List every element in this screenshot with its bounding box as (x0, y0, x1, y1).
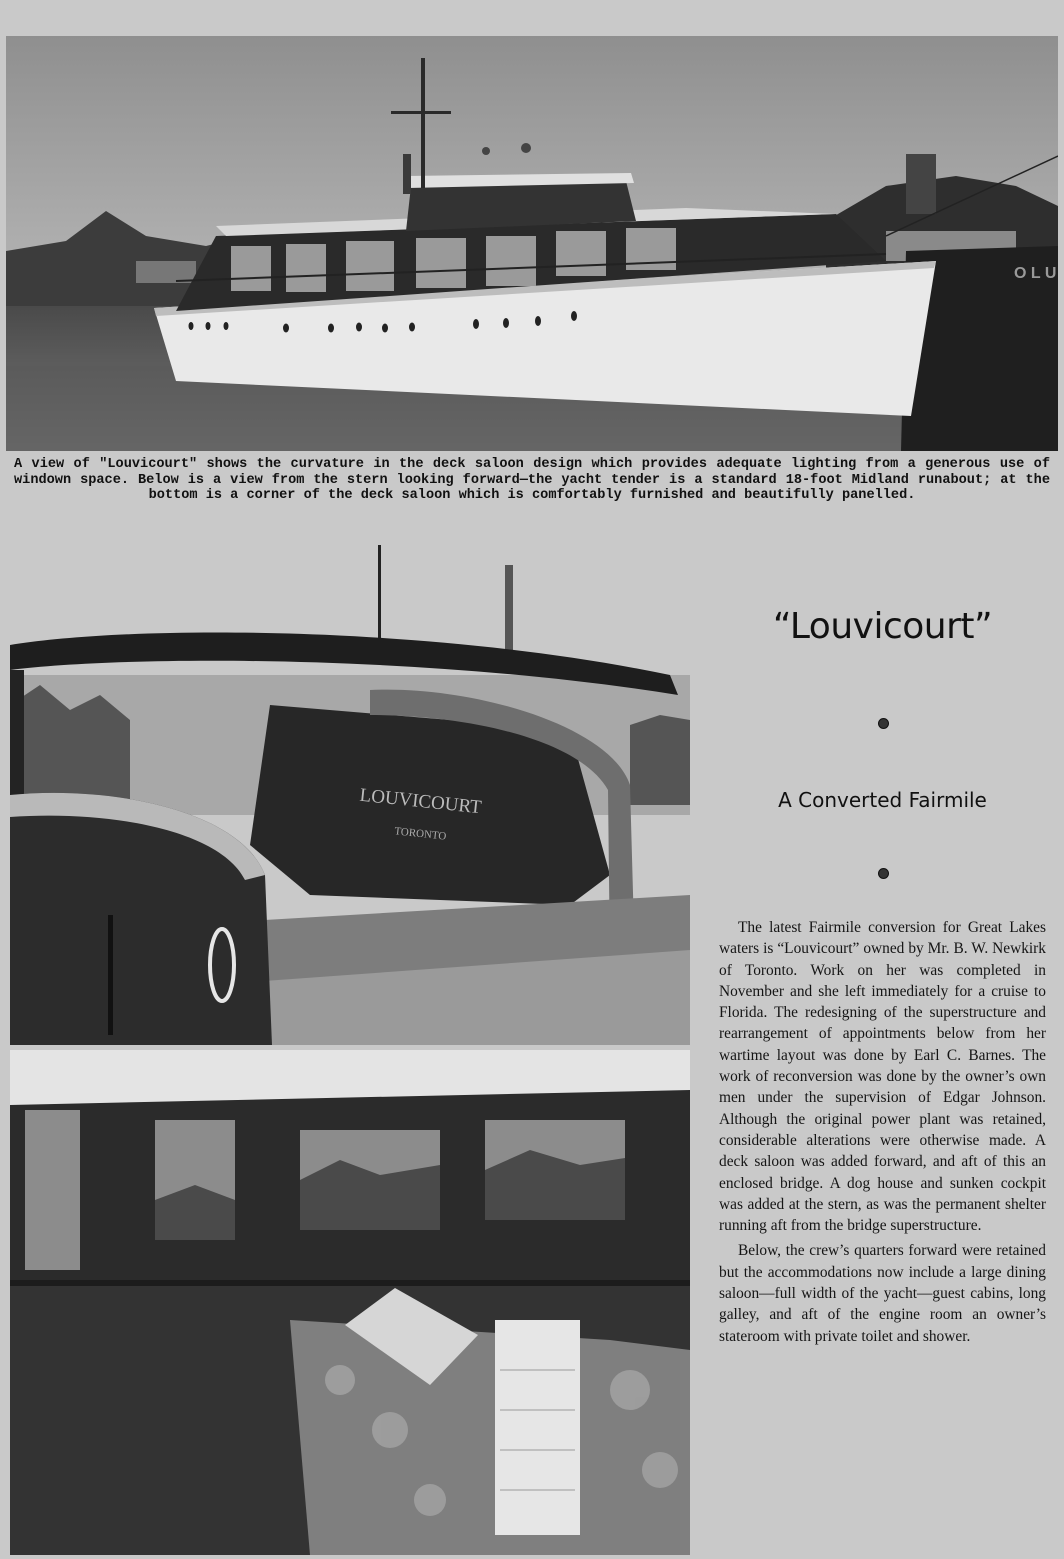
bullet-divider (878, 718, 889, 729)
article-paragraph: Below, the crew’s quarters forward were retained but the accommodations now include a large dining saloon—full width of the yacht—guest cabins, long galley, and aft of the engine room an owner’s stateroom with private toilet and shower. (719, 1242, 1046, 1345)
article-paragraph: The latest Fairmile conversion for Great Lakes waters is “Louvicourt” owned by Mr. B. W. Newkirk of Toronto. Work on her was completed in November and she left immediately for a cruise to Florida. The redesigning of the superstructure and rearrangement of appointments below from her wartime layout was done by Earl C. Barnes. The work of reconversion was done by the owner’s own men under the supervision of Edgar Johnson. Although the original power plant was retained, considerable alterations were otherwise made. A deck saloon was added forward, and aft of this an enclosed bridge. A dog house and sunken cockpit was added at the stern, as was the permanent shelter running aft from the bridge superstructure. (719, 919, 1046, 1235)
stern-view-photo (10, 545, 690, 1045)
photo-caption: A view of "Louvicourt" shows the curvature in the deck saloon design which provides adequate lighting from a generous use of windown space. Below is a view from the stern looking forward—the yacht tender is a standard 18-foot Midland runabout; at the bottom is a corner of the deck saloon which is comfortably furnished and beautifully panelled. (14, 457, 1050, 503)
article-subtitle: A Converted Fairmile (778, 788, 987, 812)
article-title: “Louvicourt” (772, 606, 993, 647)
bow-lettering: O L U (1014, 265, 1057, 282)
yacht-side-view-photo (6, 36, 1058, 451)
transom-name-text: LOUVICOURT (358, 784, 483, 819)
transom-port-text: TORONTO (393, 825, 447, 843)
article-body (719, 917, 1046, 1347)
deck-saloon-photo (10, 1050, 690, 1555)
bullet-divider (878, 868, 889, 879)
